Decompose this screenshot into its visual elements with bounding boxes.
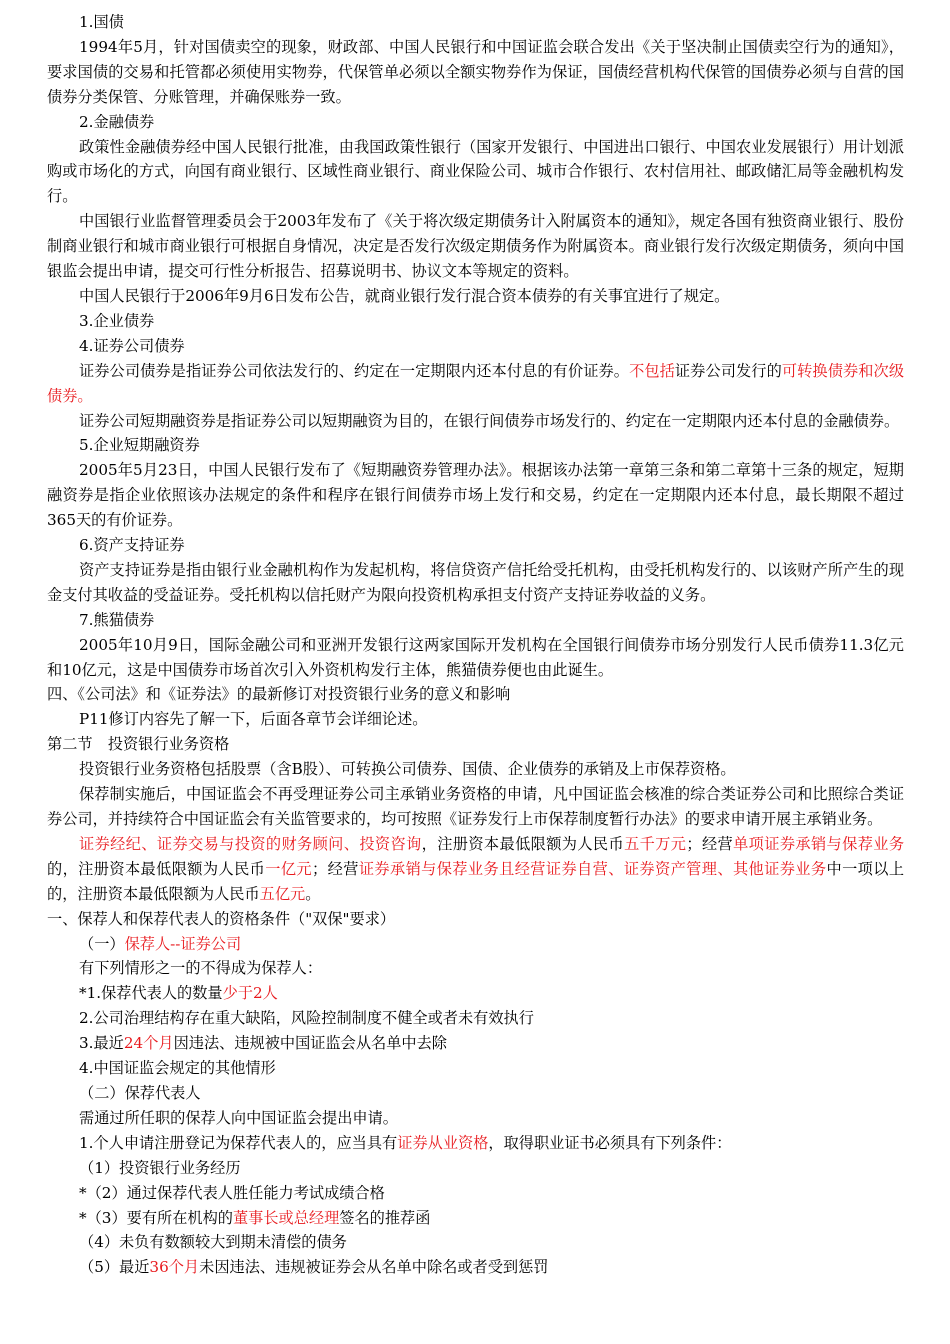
paragraph (47, 334, 904, 359)
text-run: *（3）要有所在机构的 (79, 1208, 233, 1227)
paragraph (47, 633, 904, 683)
paragraph (47, 932, 904, 957)
text-run: 4.证券公司债券 (79, 336, 185, 355)
text-run: P11修订内容先了解一下，后面各章节会详细论述。 (79, 710, 428, 729)
text-run: 证券公司债券是指证券公司依法发行的、约定在一定期限内还本付息的有价证券。 (79, 361, 630, 380)
highlighted-text: 一亿元 (265, 859, 313, 878)
text-run: 7.熊猫债券 (79, 610, 155, 629)
text-run: 中国人民银行于2006年9月6日发布公告，就商业银行发行混合资本债券的有关事宜进行了规定。 (79, 286, 730, 305)
highlighted-text: 五亿元 (259, 884, 306, 903)
text-run: 1.个人申请注册登记为保荐代表人的，应当具有 (79, 1133, 398, 1152)
text-run: ，取得职业证书必须具有下列条件： (488, 1133, 732, 1152)
text-run: （4）未负有数额较大到期未清偿的债务 (79, 1233, 347, 1252)
paragraph (47, 1230, 904, 1255)
paragraph (47, 732, 904, 757)
text-run: ；经营 (312, 859, 359, 878)
text-run: ，注册资本最低限额为人民币 (421, 834, 625, 853)
paragraph (47, 682, 904, 707)
paragraph (47, 458, 904, 533)
paragraph (47, 533, 904, 558)
paragraph (47, 309, 904, 334)
paragraph (47, 1056, 904, 1081)
text-run: 3.最近 (79, 1034, 124, 1053)
text-run: 2.金融债券 (79, 112, 155, 131)
highlighted-text: 证券经纪、证券交易与投资的财务顾问、投资咨询 (79, 834, 422, 853)
text-run: （1）投资银行业务经历 (79, 1158, 241, 1177)
paragraph (47, 1006, 904, 1031)
text-run: 4.中国证监会规定的其他情形 (79, 1059, 276, 1078)
paragraph (47, 359, 904, 409)
paragraph (47, 558, 904, 608)
text-run: 2005年10月9日，国际金融公司和亚洲开发银行这两家国际开发机构在全国银行间债券市场分别发行人民币债券11.3亿元和10亿元，这是中国债券市场首次引入外资机构发行主体，熊猫债券便也由此诞生。 (47, 635, 904, 679)
paragraph (47, 981, 904, 1006)
highlighted-text: 保荐人--证券公司 (124, 934, 242, 953)
text-run: 证券公司短期融资券是指证券公司以短期融资为目的，在银行间债券市场发行的、约定在一定期限内还本付息的金融债券。 (79, 411, 900, 430)
text-run: 政策性金融债券经中国人民银行批准，由我国政策性银行（国家开发银行、中国进出口银行、中国农业发展银行）用计划派购或市场化的方式，向国有商业银行、区域性商业银行、商业保险公司、城市合作银行、农村信用社、邮政储汇局等金融机构发行。 (47, 137, 904, 206)
paragraph (47, 209, 904, 284)
text-run: 1994年5月，针对国债卖空的现象，财政部、中国人民银行和中国证监会联合发出《关于坚决制止国债卖空行为的通知》，要求国债的交易和托管都必须使用实物券，代保管单必须以全额实物券作为保证，国债经营机构代保管的国债券必须与自营的国债券分类保管、分账管理，并确保账券一致。 (47, 37, 904, 106)
highlighted-text: 证券从业资格 (397, 1133, 489, 1152)
paragraph (47, 907, 904, 932)
text-run: ；经营 (686, 834, 734, 853)
paragraph (47, 956, 904, 981)
paragraph (47, 1081, 904, 1106)
text-run: （5）最近 (79, 1258, 150, 1277)
paragraph (47, 35, 904, 110)
highlighted-text: 单项证券承销与保荐业务 (733, 834, 905, 853)
text-run: （二）保荐代表人 (79, 1083, 201, 1102)
paragraph (47, 1156, 904, 1181)
highlighted-text: 36个月 (149, 1258, 200, 1277)
paragraph (47, 1181, 904, 1206)
text-run: 未因违法、违规被证券会从名单中除名或者受到惩罚 (199, 1258, 549, 1277)
text-run: 四、《公司法》和《证券法》的最新修订对投资银行业务的意义和影响 (47, 685, 511, 704)
text-run: 因违法、违规被中国证监会从名单中去除 (173, 1034, 447, 1053)
paragraph (47, 433, 904, 458)
text-run: 中国银行业监督管理委员会于2003年发布了《关于将次级定期债务计入附属资本的通知》，规定各国有独资商业银行、股份制商业银行和城市商业银行可根据自身情况，决定是否发行次级定期债务作为附属资本。商业银行发行次级定期债务，须向中国银监会提出申请，提交可行性分析报告、招募说明书、协议文本等规定的资料。 (47, 212, 904, 281)
text-run: 证券公司发行的 (674, 361, 782, 380)
text-run: 中一项以上的，注册资本最低限额为人民币 (47, 859, 905, 903)
paragraph (47, 1206, 904, 1231)
paragraph (47, 135, 904, 210)
paragraph (47, 284, 904, 309)
highlighted-text: 证券承销与保荐业务且经营证券自营、证券资产管理、其他证券业务 (358, 859, 827, 878)
paragraph (47, 707, 904, 732)
paragraph (47, 1255, 904, 1280)
text-run: 需通过所任职的保荐人向中国证监会提出申请。 (79, 1108, 398, 1127)
paragraph (47, 832, 904, 907)
text-run: 5.企业短期融资券 (79, 436, 200, 455)
paragraph (47, 110, 904, 135)
text-run: 资产支持证券是指由银行业金融机构作为发起机构，将信贷资产信托给受托机构，由受托机构发行的、以该财产所产生的现金支付其收益的受益证券。受托机构以信托财产为限向投资机构承担支付资产支持证券收益的义务。 (47, 560, 904, 604)
text-run: 2.公司治理结构存在重大缺陷，风险控制制度不健全或者未有效执行 (79, 1009, 534, 1028)
paragraph (47, 757, 904, 782)
text-run: *（2）通过保荐代表人胜任能力考试成绩合格 (79, 1183, 385, 1202)
paragraph (47, 10, 904, 35)
highlighted-text: 少于2人 (222, 984, 278, 1003)
text-run: 有下列情形之一的不得成为保荐人： (79, 959, 322, 978)
paragraph (47, 1131, 904, 1156)
text-run: （一） (79, 934, 125, 953)
highlighted-text: 董事长或总经理 (232, 1208, 340, 1227)
paragraph (47, 608, 904, 633)
text-run: 6.资产支持证券 (79, 536, 185, 555)
text-run: 2005年5月23日，中国人民银行发布了《短期融资券管理办法》。根据该办法第一章第三条和第二章第十三条的规定，短期融资券是指企业依照该办法规定的条件和程序在银行间债券市场上发行和交易，约定在一定期限内还本付息，最长期限不超过365天的有价证券。 (47, 461, 904, 530)
text-run: *1.保荐代表人的数量 (79, 984, 223, 1003)
highlighted-text: 不包括 (629, 361, 675, 380)
highlighted-text: 五千万元 (624, 834, 687, 853)
text-run: 3.企业债券 (79, 311, 155, 330)
text-run: 签名的推荐函 (339, 1208, 431, 1227)
text-run: 投资银行业务资格包括股票（含B股）、可转换公司债券、国债、企业债券的承销及上市保荐资格。 (79, 760, 736, 779)
text-run: 一、保荐人和保荐代表人的资格条件（"双保"要求） (47, 909, 396, 928)
paragraph (47, 409, 904, 434)
paragraph (47, 782, 904, 832)
text-run: 第二节 投资银行业务资格 (47, 735, 230, 754)
highlighted-text: 24个月 (123, 1034, 174, 1053)
text-run: 的，注册资本最低限额为人民币 (47, 859, 266, 878)
paragraph (47, 1031, 904, 1056)
text-run: 保荐制实施后，中国证监会不再受理证券公司主承销业务资格的申请，凡中国证监会核准的综合类证券公司和比照综合类证券公司，并持续符合中国证监会有关监管要求的，均可按照《证券发行上市保荐制度暂行办法》的要求申请开展主承销业务。 (47, 785, 904, 828)
highlighted-text: 可转换债券和次级债券。 (47, 361, 905, 405)
text-run: 1.国债 (79, 13, 124, 31)
paragraph (47, 1106, 904, 1131)
text-run: 。 (305, 884, 321, 903)
